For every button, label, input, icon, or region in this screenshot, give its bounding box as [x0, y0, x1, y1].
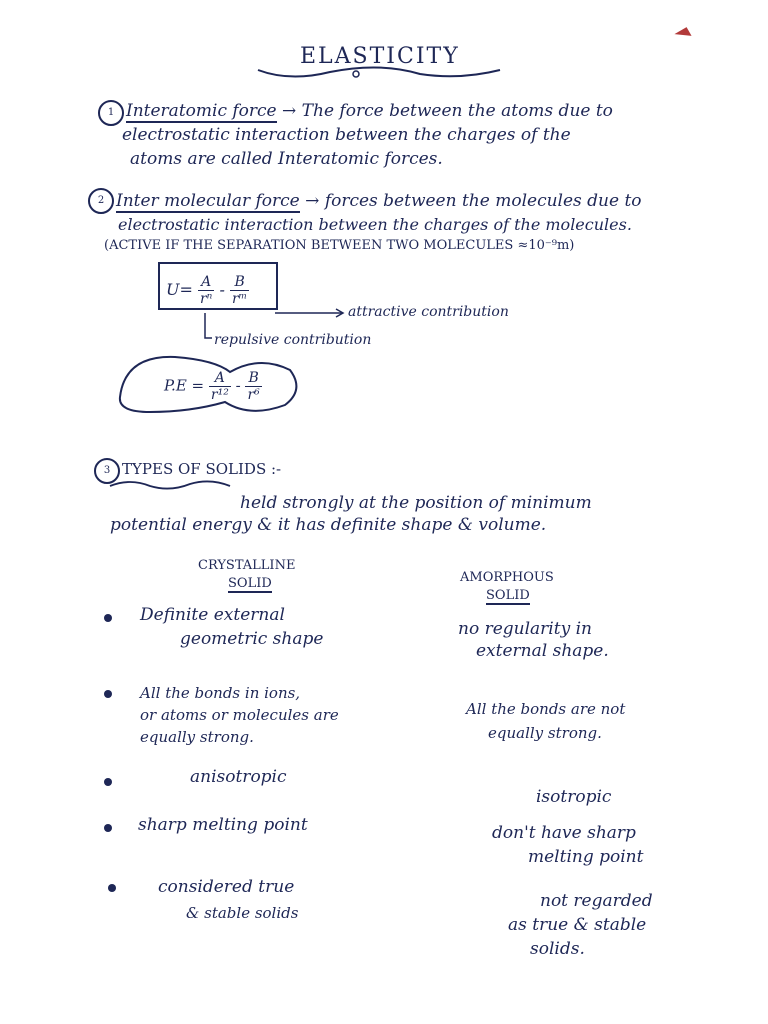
amorphous-heading: AMORPHOUS — [460, 570, 554, 585]
section2-line2: electrostatic interaction between the charges of the molecules. — [118, 215, 632, 234]
arrow: → — [282, 101, 297, 121]
crystalline-heading-sub: SOLID — [228, 576, 272, 591]
section-marker: 1 — [98, 100, 124, 126]
amorphous-heading-sub: SOLID — [486, 588, 530, 603]
arrow: → — [305, 191, 320, 211]
row2-left-1: All the bonds in ions, — [140, 684, 301, 702]
section-marker: 3 — [94, 458, 120, 484]
row3-right: isotropic — [536, 787, 612, 807]
section1-heading — [126, 100, 613, 122]
section2-heading — [116, 190, 642, 212]
bullet — [104, 778, 112, 786]
row1-right-2: external shape. — [476, 641, 609, 661]
row5-right-3: solids. — [530, 939, 585, 959]
row1-left-2: geometric shape — [180, 629, 324, 649]
row4-right-1: don't have sharp — [492, 823, 636, 843]
row3-left: anisotropic — [190, 767, 287, 787]
section1-line2: electrostatic interaction between the charges of the — [122, 125, 571, 145]
row2-right-2: equally strong. — [488, 724, 602, 742]
row4-left: sharp melting point — [138, 815, 308, 835]
section3-heading: TYPES OF SOLIDS :- — [122, 460, 282, 478]
section1-term: Interatomic force — [126, 101, 277, 121]
bullet — [104, 690, 112, 698]
section3-line2: potential energy & it has definite shape & volume. — [110, 515, 547, 535]
row1-left-1: Definite external — [140, 605, 285, 625]
row5-right-2: as true & stable — [508, 915, 647, 935]
row1-right-1: no regularity in — [458, 619, 592, 639]
row5-left-2: & stable solids — [186, 904, 299, 922]
row2-left-2: or atoms or molecules are — [140, 706, 339, 724]
pe-formula: P.E = $\frac{A}{\text{r¹²}}$ - $\frac{B}{\text{r⁶}}$ — [164, 370, 260, 403]
potential-formula-box — [158, 262, 278, 310]
repulsive-label: repulsive contribution — [214, 332, 372, 348]
row4-right-2: melting point — [528, 847, 644, 867]
row2-right-1: All the bonds are not — [466, 700, 626, 718]
attractive-label: attractive contribution — [348, 304, 509, 320]
section1-line1: The force between the atoms due to — [301, 101, 613, 121]
row5-right-1: not regarded — [540, 891, 653, 911]
row2-left-3: equally strong. — [140, 728, 254, 746]
formula: U= $\frac{A}{\text{rⁿ}}$ - $\frac{B}{\text{rᵐ}}$ — [166, 274, 248, 307]
page-title: ELASTICITY — [300, 44, 460, 69]
section1-line3: atoms are called Interatomic forces. — [130, 149, 443, 169]
bullet — [108, 884, 116, 892]
row5-left-1: considered true — [158, 877, 295, 897]
bullet — [104, 824, 112, 832]
section2-term: Inter molecular force — [116, 191, 300, 211]
section2-line3: (ACTIVE IF THE SEPARATION BETWEEN TWO MOLECULES ≈10⁻⁹m) — [104, 238, 575, 253]
section2-line1: forces between the molecules due to — [324, 191, 642, 211]
crystalline-heading: CRYSTALLINE — [198, 558, 296, 573]
section-marker: 2 — [88, 188, 114, 214]
section3-line1: held strongly at the position of minimum — [240, 493, 592, 513]
bullet — [104, 614, 112, 622]
